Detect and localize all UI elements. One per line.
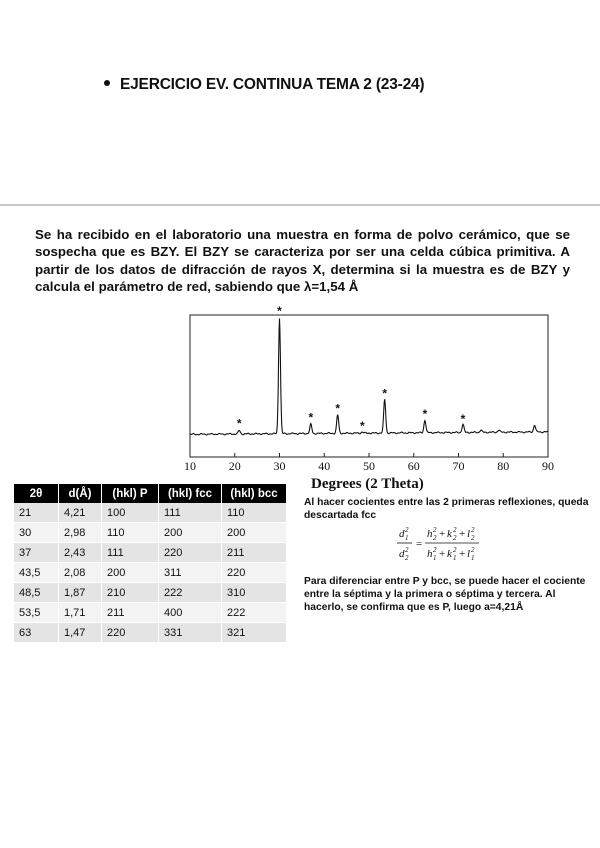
table-cell: 200 [222,523,287,543]
page-title [104,76,424,94]
table-row [14,523,287,543]
svg-text:2: 2 [433,546,437,554]
peak-marker: * [422,407,428,422]
table-cell: 63 [14,623,59,643]
table-cell: 43,5 [14,563,59,583]
table-row [14,603,287,623]
table-cell: 100 [102,503,159,523]
table-cell: 222 [159,583,222,603]
x-axis-label: Degrees (2 Theta) [311,476,424,492]
peak-marker: * [236,416,242,431]
bullet-icon [104,80,110,86]
table-cell: 222 [222,603,287,623]
svg-text:2: 2 [433,526,437,534]
svg-text:+: + [459,548,466,560]
table-cell: 220 [159,543,222,563]
svg-text:2: 2 [405,526,409,534]
note-bcc: Para diferenciar entre P y bcc, se puede hacer el cociente entre la séptima y la primera o séptima y tercera. Al hacerlo, se confirma que es P, luego a=4,21Å [304,576,586,613]
svg-text:k: k [447,548,452,560]
svg-text:1: 1 [471,554,475,562]
pattern-line [190,319,548,436]
x-tick-label: 50 [363,459,375,473]
table-header-row [14,484,287,503]
table-cell: 21 [14,503,59,523]
table-cell: 211 [102,603,159,623]
svg-text:+: + [439,548,446,560]
peak-marker: * [335,401,341,416]
x-tick-label: 20 [228,459,241,473]
table-row [14,623,287,643]
table-cell: 311 [159,563,222,583]
peak-marker: * [359,418,365,433]
xrd-chart [180,305,560,495]
svg-text:2: 2 [453,526,457,534]
table-cell: 111 [159,503,222,523]
table-cell: 110 [102,523,159,543]
table-row [14,543,287,563]
table-cell: 1,47 [59,623,102,643]
x-tick-label: 90 [542,459,554,473]
table-cell: 1,71 [59,603,102,623]
svg-text:d: d [399,548,405,560]
peak-marker: * [308,410,314,425]
table-header-cell: d(Å) [59,484,102,503]
table-cell: 111 [102,543,159,563]
x-tick-label: 80 [497,459,510,473]
x-tick-label: 10 [184,459,196,473]
peak-marker: * [277,305,282,318]
table-header-cell: (hkl) fcc [159,484,222,503]
table-cell: 220 [222,563,287,583]
peak-marker: * [382,386,387,401]
table-row [14,583,287,603]
svg-text:2: 2 [471,526,475,534]
table-cell: 30 [14,523,59,543]
svg-text:2: 2 [405,554,409,562]
x-tick-label: 40 [318,459,331,473]
table-cell: 211 [222,543,287,563]
table-cell: 2,43 [59,543,102,563]
table-cell: 200 [102,563,159,583]
x-tick-label: 30 [273,459,286,473]
svg-text:l: l [467,548,471,560]
table-cell: 1,87 [59,583,102,603]
table-header-cell: 2θ [14,484,59,503]
svg-text:2: 2 [453,546,457,554]
xrd-plot [180,305,560,475]
table-cell: 321 [222,623,287,643]
reflections-table [14,484,287,643]
table-row [14,503,287,523]
svg-text:l: l [467,528,471,540]
svg-text:h: h [427,528,433,540]
ratio-formula-svg [395,524,505,564]
table-cell: 331 [159,623,222,643]
svg-text:2: 2 [405,546,409,554]
table-cell: 4,21 [59,503,102,523]
section-divider [0,204,600,206]
svg-text:+: + [439,528,446,540]
table-header-cell: (hkl) P [102,484,159,503]
table-cell: 110 [222,503,287,523]
svg-text:=: = [416,538,423,550]
x-tick-label: 60 [407,459,420,473]
svg-text:1: 1 [405,534,409,542]
note-fcc: Al hacer cocientes entre las 2 primeras reflexiones, queda descartada fcc [304,497,589,521]
table-cell: 220 [102,623,159,643]
svg-text:2: 2 [471,534,475,542]
table-cell: 53,5 [14,603,59,623]
ratio-formula [395,524,505,567]
table-cell: 2,98 [59,523,102,543]
peak-marker: * [460,411,466,426]
svg-text:+: + [459,528,466,540]
plot-frame [190,315,548,457]
problem-statement: Se ha recibido en el laboratorio una muestra en forma de polvo cerámico, que se sospecha que es BZY. El BZY se caracteriza por ser una celda cúbica primitiva. A partir de los datos de difracción de rayos X, determina si la muestra es de BZY y calcula el parámetro de red, sabiendo que λ=1,54 Å [35,227,570,294]
svg-text:1: 1 [433,554,437,562]
table-row [14,563,287,583]
svg-text:k: k [447,528,452,540]
svg-text:2: 2 [471,546,475,554]
svg-text:2: 2 [433,534,437,542]
table-cell: 310 [222,583,287,603]
svg-text:1: 1 [453,554,457,562]
x-tick-label: 70 [452,459,465,473]
table-cell: 37 [14,543,59,563]
table-cell: 210 [102,583,159,603]
table-cell: 2,08 [59,563,102,583]
table-cell: 200 [159,523,222,543]
table-cell: 400 [159,603,222,623]
table-cell: 48,5 [14,583,59,603]
svg-text:2: 2 [453,534,457,542]
svg-text:d: d [399,528,405,540]
svg-text:h: h [427,548,433,560]
page-title-text: EJERCICIO EV. CONTINUA TEMA 2 (23-24) [120,76,425,93]
table-header-cell: (hkl) bcc [222,484,287,503]
